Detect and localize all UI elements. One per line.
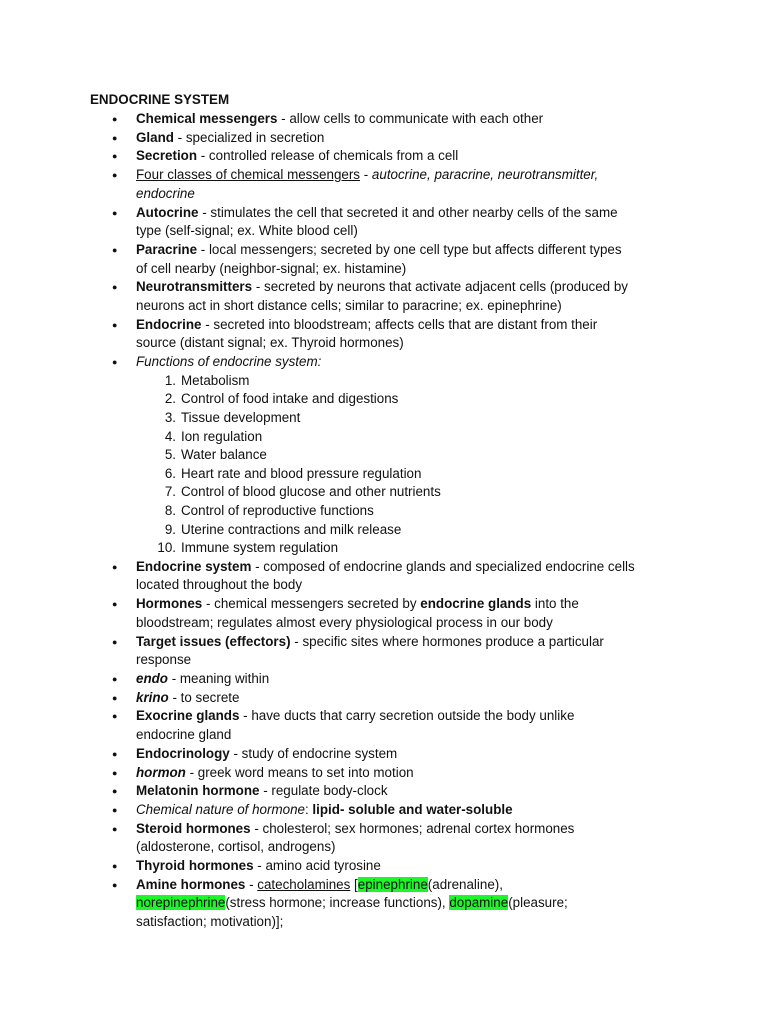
function-item [136, 409, 636, 428]
term: Melatonin hormone [136, 783, 260, 799]
function-item [136, 372, 636, 391]
text: [ [350, 876, 358, 892]
function-text: Uterine contractions and milk release [181, 521, 402, 537]
definition: - chemical messengers secreted by [202, 596, 421, 612]
function-number: 1. [164, 372, 176, 388]
term-inline: endocrine glands [420, 596, 532, 612]
term: Four classes of chemical messengers [136, 167, 361, 183]
term: Endocrinology [136, 745, 230, 761]
list-item-functions [0, 353, 636, 558]
term: Steroid hormones [136, 820, 251, 836]
functions-list [136, 372, 636, 558]
highlighted-term: epinephrine [357, 876, 428, 892]
list-item [0, 147, 636, 166]
document-title: ENDOCRINE SYSTEM [90, 92, 230, 107]
term: Amine hormones [136, 876, 246, 892]
function-item [136, 428, 636, 447]
list-item [0, 764, 636, 783]
definition: - cholesterol; sex hormones; adrenal cortex hormones (aldosterone, cortisol, androgens) [136, 820, 575, 855]
list-item [0, 278, 636, 315]
function-item [136, 521, 636, 540]
function-text: Heart rate and blood pressure regulation [181, 465, 422, 481]
function-number: 8. [164, 503, 176, 518]
function-item [136, 390, 636, 409]
function-text: Control of food intake and digestions [181, 391, 399, 407]
notes-list [0, 110, 768, 932]
text: (stress hormone; increase functions), [225, 895, 450, 911]
list-item [0, 801, 636, 820]
definition: - controlled release of chemicals from a cell [197, 148, 459, 164]
function-item [136, 465, 636, 484]
function-number: 4. [164, 428, 176, 444]
function-item [136, 446, 636, 465]
function-item [136, 483, 636, 502]
function-number: 3. [164, 410, 176, 426]
definition: - amino acid tyrosine [253, 858, 381, 874]
list-item [0, 670, 636, 689]
function-item [136, 539, 636, 558]
separator: - [360, 167, 372, 183]
list-item [0, 166, 636, 203]
list-item [0, 820, 636, 857]
term: Endocrine [136, 316, 202, 332]
definition: - study of endocrine system [229, 745, 398, 761]
definition: - specific sites where hormones produce a particular response [136, 633, 604, 668]
list-item [0, 204, 636, 241]
highlighted-term: dopamine [449, 895, 509, 911]
list-item [0, 558, 636, 595]
definition: - greek word means to set into motion [185, 764, 414, 780]
term: Target issues (effectors) [136, 633, 291, 649]
underlined-term: catecholamines [257, 876, 351, 892]
list-item [0, 707, 636, 744]
list-item [0, 633, 636, 670]
function-text: Water balance [181, 447, 267, 463]
list-item [0, 595, 636, 632]
function-number: 10. [157, 540, 176, 556]
function-number: 5. [164, 447, 176, 463]
function-item [136, 502, 636, 521]
definition: - meaning within [168, 671, 270, 686]
term: Endocrine system [136, 558, 252, 574]
list-item [0, 110, 636, 129]
text: (adrenaline), [427, 876, 503, 892]
term: Chemical nature of hormone [136, 801, 305, 817]
definition: - secreted into bloodstream; affects cells that are distant from their source (distant signal; ex. Thyroid hormones) [136, 316, 598, 351]
definition: into the bloodstream; regulates almost every physiological process in our body [136, 596, 579, 630]
term: Paracrine [136, 241, 198, 257]
separator: : [304, 801, 313, 817]
definition: - have ducts that carry secretion outside the body unlike endocrine gland [136, 708, 575, 743]
definition: - secreted by neurons that activate adjacent cells (produced by neurons act in short distance cells; similar to paracrine; ex. epinephrine) [136, 279, 628, 314]
term: Gland [136, 129, 174, 145]
list-item [0, 689, 636, 708]
function-number: 7. [164, 484, 176, 500]
definition: - local messengers; secreted by one cell type but affects different types of cell nearby (neighbor-signal; ex. histamine) [136, 241, 622, 276]
definition: autocrine, paracrine, neurotransmitter, endocrine [136, 167, 599, 201]
function-text: Ion regulation [181, 428, 263, 444]
function-text: Control of blood glucose and other nutrients [181, 484, 441, 500]
function-number: 6. [164, 465, 176, 481]
list-item [0, 241, 636, 278]
text: (pleasure; satisfaction; motivation)]; [136, 895, 568, 930]
term: Chemical messengers [136, 111, 278, 126]
definition: - composed of endocrine glands and specialized endocrine cells located throughout the body [136, 558, 635, 593]
term: endo [136, 671, 168, 686]
definition: lipid- soluble and water-soluble [312, 801, 513, 817]
list-item [0, 316, 636, 353]
term: Neurotransmitters [136, 279, 253, 295]
list-item [0, 782, 636, 801]
separator: - [245, 876, 258, 892]
definition: - regulate body-clock [259, 783, 388, 799]
definition: - stimulates the cell that secreted it and other nearby cells of the same type (self-signal; ex. White blood cell) [136, 204, 618, 239]
list-item [0, 745, 636, 764]
function-number: 2. [164, 391, 176, 407]
function-text: Control of reproductive functions [181, 503, 374, 518]
function-text: Metabolism [181, 372, 250, 388]
term: hormon [136, 764, 186, 780]
functions-heading: Functions of endocrine system: [136, 354, 322, 370]
definition: - specialized in secretion [173, 129, 325, 145]
definition: - to secrete [168, 689, 240, 705]
term: Autocrine [136, 204, 199, 220]
term: krino [136, 689, 169, 705]
list-item [0, 857, 636, 876]
term: Hormones [136, 596, 203, 612]
definition: - allow cells to communicate with each other [277, 111, 544, 126]
list-item [0, 129, 636, 148]
term: Exocrine glands [136, 708, 240, 724]
highlighted-term: norepinephrine [136, 895, 226, 911]
list-item [0, 876, 636, 932]
term: Thyroid hormones [136, 858, 254, 874]
function-text: Immune system regulation [181, 540, 339, 556]
function-text: Tissue development [181, 410, 301, 426]
term: Secretion [136, 148, 198, 164]
function-number: 9. [164, 521, 176, 537]
